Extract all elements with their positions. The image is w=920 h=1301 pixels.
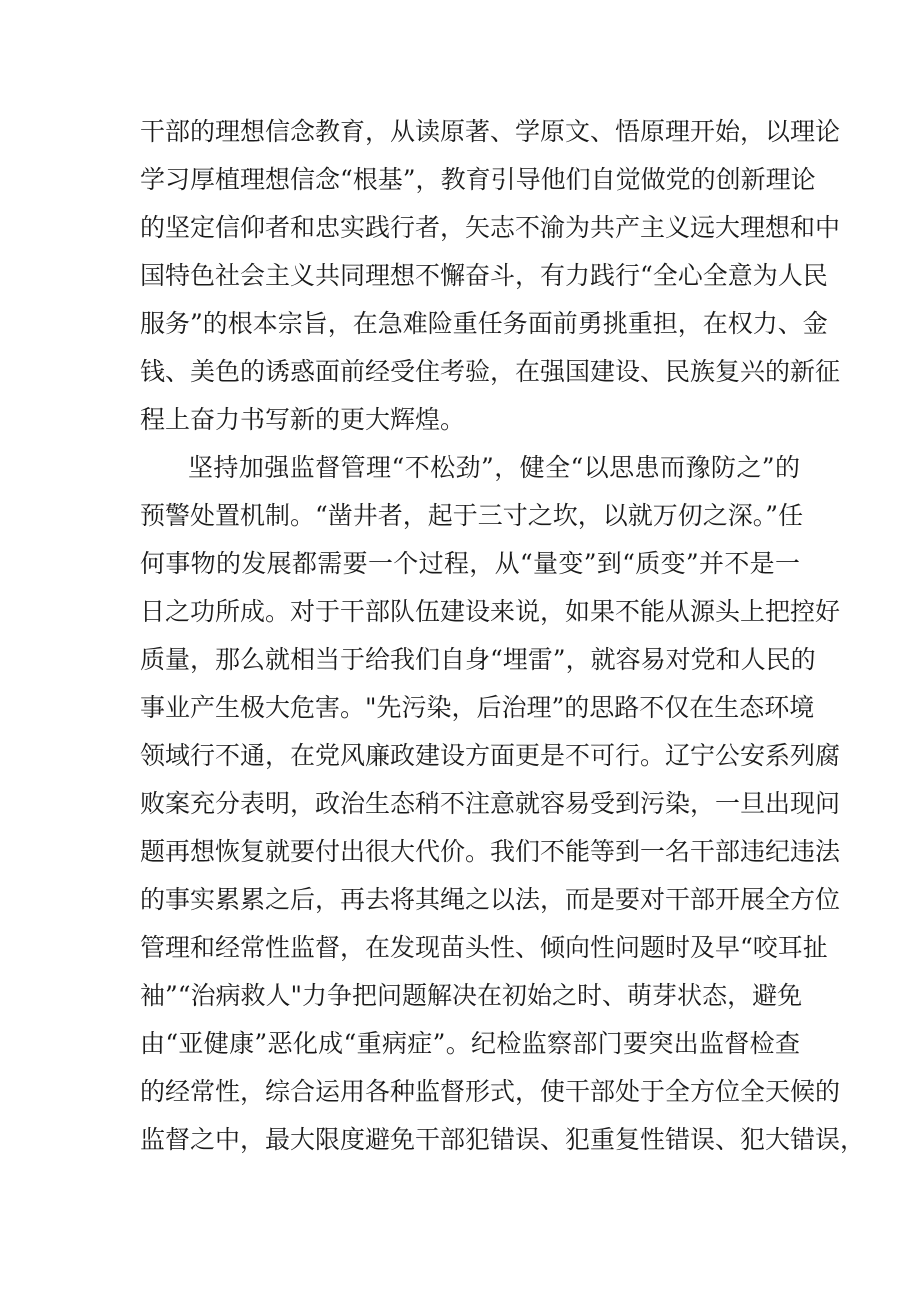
- text-line: 预警处置机制。“凿井者，起于三寸之坎，以就万仞之深。”任: [140, 501, 804, 530]
- text-line: 监督之中，最大限度避免干部犯错误、犯重复性错误、犯大错误，: [140, 1125, 866, 1154]
- text-line: 干部的理想信念教育，从读原著、学原文、悟原理开始，以理论: [140, 117, 841, 146]
- text-line: 日之功所成。对于干部队伍建设来说，如果不能从源头上把控好: [140, 597, 841, 626]
- text-line: 袖”“治病救人"力争把问题解决在初始之时、萌芽状态，避免: [140, 981, 803, 1010]
- text-line: 的经常性，综合运用各种监督形式，使干部处于全方位全天候的: [140, 1077, 841, 1106]
- text-line: 质量，那么就相当于给我们自身“埋雷”，就容易对党和人民的: [140, 645, 816, 674]
- text-line: 由“亚健康”恶化成“重病症”。纪检监察部门要突出监督检查: [140, 1029, 800, 1058]
- text-line: 程上奋力书写新的更大辉煌。: [140, 405, 466, 434]
- text-line: 国特色社会主义共同理想不懈奋斗，有力践行“全心全意为人民: [140, 261, 828, 290]
- text-line: 管理和经常性监督，在发现苗头性、倾向性问题时及早“咬耳扯: [140, 933, 828, 962]
- text-line: 的事实累累之后，再去将其绳之以法，而是要对干部开展全方位: [140, 885, 841, 914]
- text-line: 服务”的根本宗旨，在急难险重任务面前勇挑重担，在权力、金: [140, 309, 828, 338]
- body-text: [140, 108, 866, 1164]
- text-line: 学习厚植理想信念“根基”，教育引导他们自觉做党的创新理论: [140, 165, 816, 194]
- text-line: 坚持加强监督管理“不松劲”，健全“以思患而豫防之”的: [188, 453, 800, 482]
- text-line: 题再想恢复就要付出很大代价。我们不能等到一名干部违纪违法: [140, 837, 841, 866]
- text-line: 钱、美色的诱惑面前经受住考验，在强国建设、民族复兴的新征: [140, 357, 841, 386]
- text-line: 何事物的发展都需要一个过程，从“量变”到“质变”并不是一: [140, 549, 800, 578]
- text-line: 领域行不通，在党风廉政建设方面更是不可行。辽宁公安系列腐: [140, 741, 841, 770]
- text-line: 败案充分表明，政治生态稍不注意就容易受到污染，一旦出现问: [140, 789, 841, 818]
- text-line: 事业产生极大危害。"先污染，后治理”的思路不仅在生态环境: [140, 693, 815, 722]
- text-line: 的坚定信仰者和忠实践行者，矢志不渝为共产主义远大理想和中: [140, 213, 841, 242]
